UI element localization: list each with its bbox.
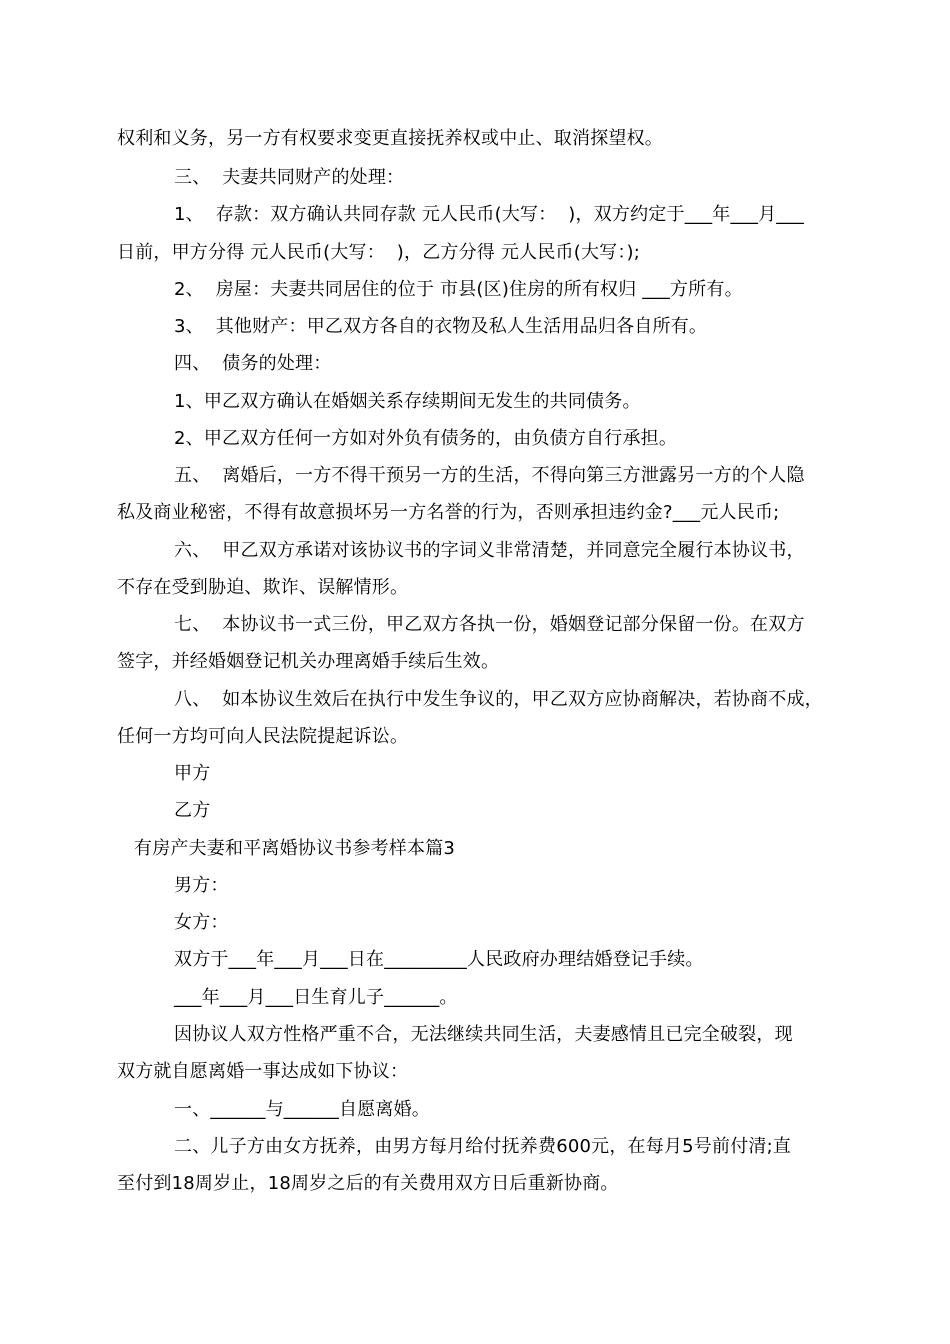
text-line-16: 八、 如本协议生效后在执行中发生争议的，甲乙双方应协商解决，若协商不成，: [174, 689, 823, 710]
signature-party-b: 乙方: [174, 800, 211, 821]
text-line-9: 2、甲乙双方任何一方如对外负有债务的，由负债方自行承担。: [174, 428, 678, 449]
section-heading-3: 三、 夫妻共同财产的处理：: [174, 167, 405, 188]
text-line-15: 签字，并经婚姻登记机关办理离婚手续后生效。: [117, 651, 500, 672]
section-heading-4: 四、 债务的处理：: [174, 353, 332, 374]
signature-party-a: 甲方: [174, 763, 211, 784]
text-line-6: 3、 其他财产：甲乙双方各自的衣物及私人生活用品归各自所有。: [174, 316, 708, 337]
text-line-28: 二、儿子方由女方抚养，由男方每月给付抚养费600元，在每月5号前付清;直: [174, 1136, 792, 1157]
text-line-5: 2、 房屋：夫妻共同居住的位于 市县(区)住房的所有权归 ___方所有。: [174, 279, 743, 300]
text-line-10: 五、 离婚后，一方不得干预另一方的生活，不得向第三方泄露另一方的个人隐: [174, 465, 805, 486]
text-line-4: 日前，甲方分得 元人民币(大写： )，乙方分得 元人民币(大写：);: [117, 242, 641, 263]
text-line-husband: 男方：: [174, 875, 229, 896]
text-line-17: 任何一方均可向人民法院提起诉讼。: [117, 726, 409, 747]
text-line-29: 至付到18周岁止，18周岁之后的有关费用双方日后重新协商。: [117, 1173, 619, 1194]
text-line-11: 私及商业秘密，不得有故意损坏另一方名誉的行为，否则承担违约金?___元人民币;: [117, 502, 780, 523]
text-line-1: 权利和义务，另一方有权要求变更直接抚养权或中止、取消探望权。: [117, 128, 663, 149]
text-line-wife: 女方：: [174, 912, 229, 933]
text-line-3: 1、 存款：双方确认共同存款 元人民币(大写： )，双方约定于___年___月___: [174, 204, 804, 225]
text-line-12: 六、 甲乙双方承诺对该协议书的字词义非常清楚，并同意完全履行本协议书，: [174, 540, 805, 561]
text-line-23: 双方于___年___月___日在_________人民政府办理结婚登记手续。: [174, 949, 704, 970]
text-line-14: 七、 本协议书一式三份，甲乙双方各执一份，婚姻登记部分保留一份。在双方: [174, 614, 805, 635]
text-line-25: 因协议人双方性格严重不合，无法继续共同生活，夫妻感情且已完全破裂，现: [174, 1024, 793, 1045]
text-line-13: 不存在受到胁迫、欺诈、误解情形。: [117, 577, 409, 598]
text-line-27: 一、______与______自愿离婚。: [174, 1099, 430, 1120]
text-line-26: 双方就自愿离婚一事达成如下协议：: [117, 1061, 409, 1082]
article-title: 有房产夫妻和平离婚协议书参考样本篇3: [134, 838, 456, 859]
text-line-8: 1、甲乙双方确认在婚姻关系存续期间无发生的共同债务。: [174, 391, 641, 412]
text-line-24: ___年___月___日生育儿子______。: [174, 987, 458, 1008]
